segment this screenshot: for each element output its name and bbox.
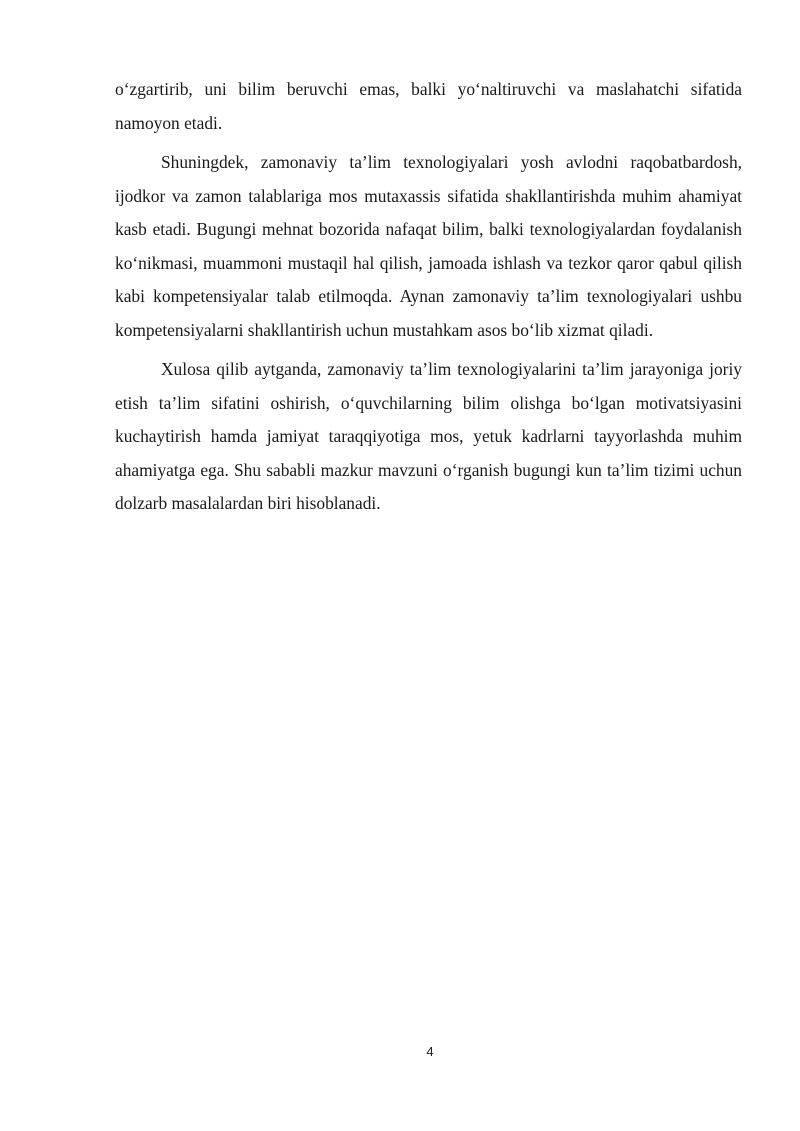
page-content (115, 73, 742, 527)
paragraph-competencies: Shuningdek, zamonaviy ta’lim texnologiyalari yosh avlodni raqobatbardosh, ijodkor va zamon talablariga mos mutaxassis sifatida shakllantirishda muhim ahamiyat kasb etadi. Bugungi mehnat bozorida nafaqat bilim, balki texnologiyalardan foydalanish ko‘nikmasi, muammoni mustaqil hal qilish, jamoada ishlash va tezkor qaror qabul qilish kabi kompetensiyalar talab etilmoqda. Aynan zamonaviy ta’lim texnologiyalari ushbu kompetensiyalarni shakllantirish uchun mustahkam asos bo‘lib xizmat qiladi. (115, 152, 742, 340)
page-number: 4 (426, 1044, 434, 1059)
paragraph-continuation: o‘zgartirib, uni bilim beruvchi emas, balki yo‘naltiruvchi va maslahatchi sifatida namoyon etadi. (115, 79, 742, 133)
paragraph-conclusion: Xulosa qilib aytganda, zamonaviy ta’lim texnologiyalarini ta’lim jarayoniga joriy etish ta’lim sifatini oshirish, o‘quvchilarning bilim olishga bo‘lgan motivatsiyasini kuchaytirish hamda jamiyat taraqqiyotiga mos, yetuk kadrlarni tayyorlashda muhim ahamiyatga ega. Shu sababli mazkur mavzuni o‘rganish bugungi kun ta’lim tizimi uchun dolzarb masalalardan biri hisoblanadi. (115, 359, 742, 513)
